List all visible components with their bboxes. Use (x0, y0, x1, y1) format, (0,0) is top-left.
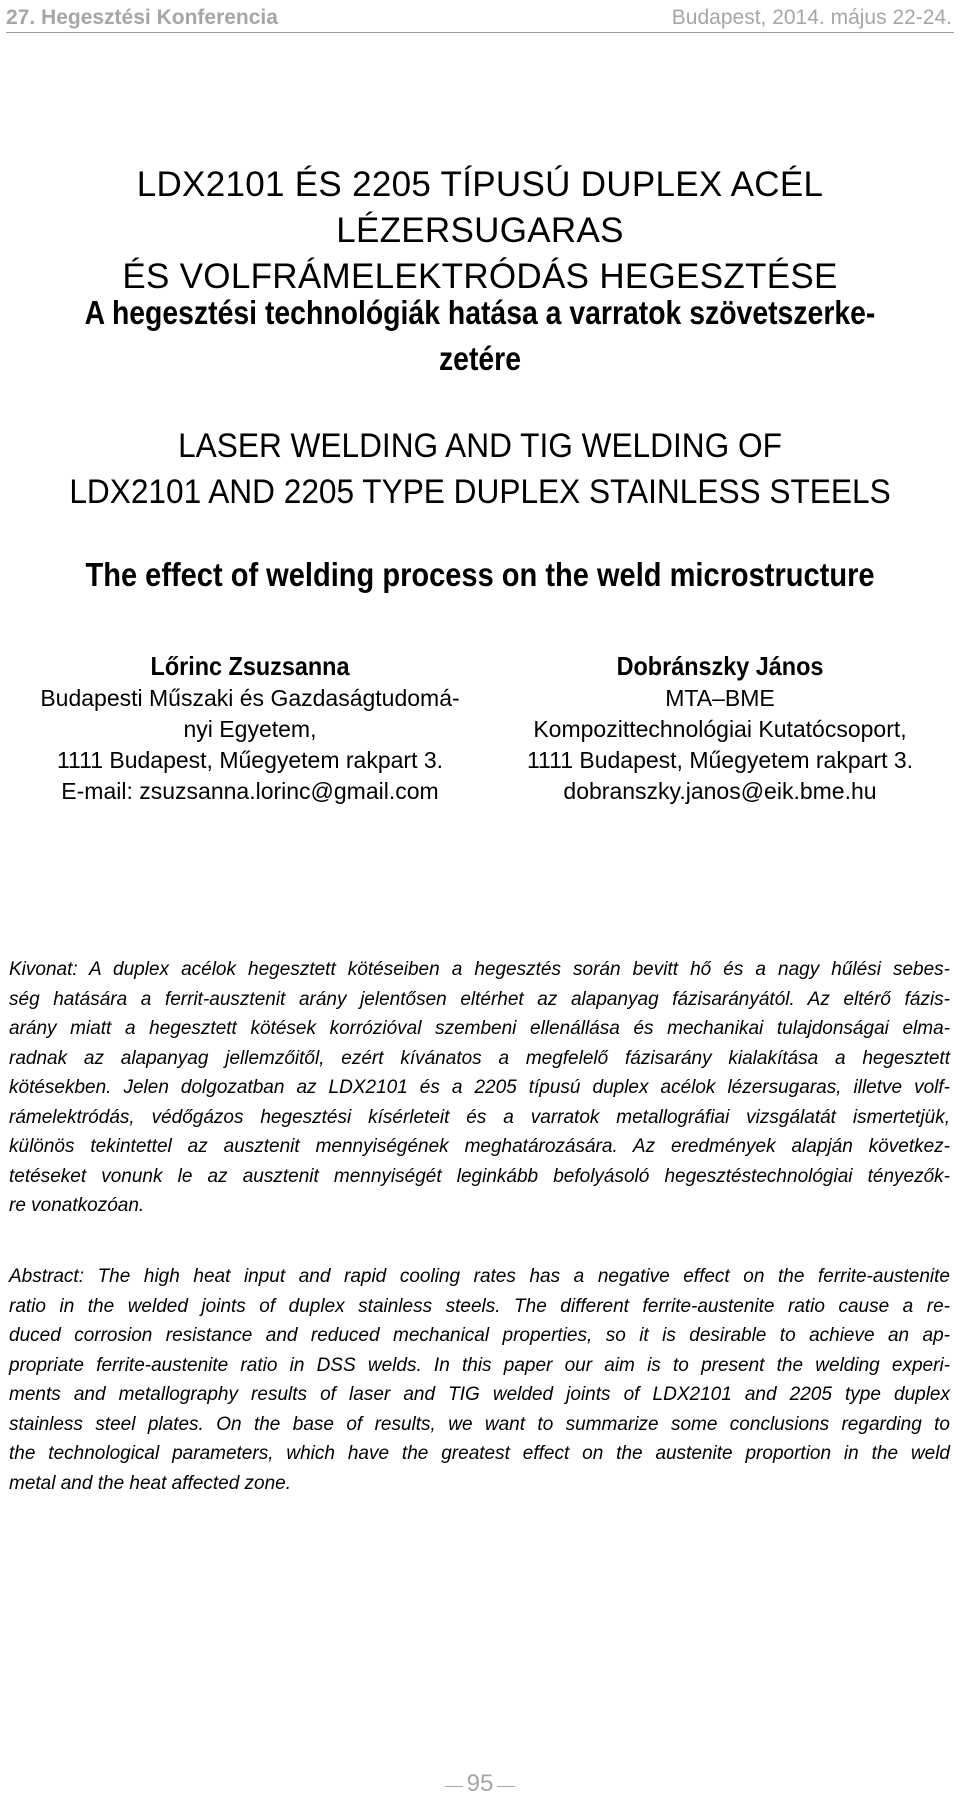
title-hungarian-line-2: ÉS VOLFRÁMELEKTRÓDÁS HEGESZTÉSE (122, 257, 838, 296)
page-footer (0, 1770, 960, 1798)
abstract-line: re vonatkozóan. (9, 1195, 145, 1216)
author-block-2 (480, 651, 960, 807)
subtitle-hungarian-line-1: A hegesztési technológiák hatása a varratok szövetszerke- (84, 294, 876, 331)
abstract-line: stainless steel plates. On the base of results, we want to summarize some conclusions regarding to (9, 1413, 950, 1435)
title-english-line-2: LDX2101 AND 2205 TYPE DUPLEX STAINLESS STEELS (69, 473, 891, 511)
abstract-line: különös tekintettel az ausztenit mennyiségének meghatározására. Az eredmények alapján következ- (9, 1136, 950, 1157)
author-name: Dobránszky János (616, 651, 824, 681)
author-affiliation-line: MTA–BME (665, 685, 775, 711)
running-header (6, 4, 954, 33)
abstract-line: the technological parameters, which have the greatest effect on the austenite proportion in the weld (9, 1443, 950, 1464)
abstract-line: rámelektródás, védőgázos hegesztési kísérleteit és a varratok metallográfiai vizsgálatát ismertetjük, (9, 1106, 950, 1128)
subtitle-hungarian (67, 290, 893, 382)
author-block-1 (10, 651, 490, 807)
author-email: dobranszky.janos@eik.bme.hu (563, 778, 877, 804)
abstract-line: radnak az alapanyag jellemzőitől, ezért kívánatos a megfelelő fázisarány kialakítása a hegesztett (9, 1047, 950, 1069)
author-address: 1111 Budapest, Műegyetem rakpart 3. (526, 747, 914, 773)
abstract-line: tetéseket vonunk le az ausztenit mennyiségét leginkább befolyásoló hegesztéstechnológiai tényezők- (9, 1165, 950, 1187)
abstract-hungarian (9, 955, 950, 1221)
conference-name: 27. Hegesztési Konferencia (6, 6, 278, 29)
abstract-line: Abstract: The high heat input and rapid cooling rates has a negative effect on the ferrite-austenite (9, 1266, 950, 1287)
subtitle-english: The effect of welding process on the weld microstructure (85, 556, 875, 593)
author-name: Lőrinc Zsuzsanna (150, 651, 350, 681)
abstract-line: Kivonat: A duplex acélok hegesztett kötéseiben a hegesztés során bevitt hő és a nagy hűlési sebes- (9, 959, 950, 980)
author-email: E-mail: zsuzsanna.lorinc@gmail.com (61, 778, 439, 804)
title-hungarian-line-1: LDX2101 ÉS 2205 TÍPUSÚ DUPLEX ACÉL LÉZERSUGARAS (136, 165, 824, 250)
abstract-line: ments and metallography results of laser and TIG welded joints of LDX2101 and 2205 type duplex (9, 1384, 950, 1405)
conference-date-location: Budapest, 2014. május 22-24. (671, 6, 952, 29)
subtitle-hungarian-line-2: zetére (438, 340, 522, 377)
abstract-line: kötésekben. Jelen dolgozatban az LDX2101 és a 2205 típusú duplex acélok lézersugaras, illetve volf- (9, 1077, 950, 1098)
abstract-line: ratio in the welded joints of duplex stainless steels. The different ferrite-austenite ratio cause a re- (9, 1295, 950, 1317)
abstract-line: propriate ferrite-austenite ratio in DSS welds. In this paper our aim is to present the welding experi- (9, 1354, 950, 1376)
abstract-line: arány miatt a hegesztett kötések korrózióval szembeni ellenállása és mechanikai tulajdonságai elma- (9, 1018, 950, 1039)
author-affiliation-line: Budapesti Műszaki és Gazdaságtudomá- (40, 685, 460, 711)
title-hungarian (0, 162, 960, 300)
author-address: 1111 Budapest, Műegyetem rakpart 3. (56, 747, 444, 773)
abstract-line: duced corrosion resistance and reduced mechanical properties, so it is desirable to achieve an ap- (9, 1325, 950, 1346)
page-number: 95 (463, 1770, 498, 1797)
title-english (34, 423, 927, 515)
author-affiliation-line: Kompozittechnológiai Kutatócsoport, (533, 716, 907, 742)
abstract-line: metal and the heat affected zone. (9, 1472, 292, 1494)
author-affiliation-line: nyi Egyetem, (183, 716, 317, 742)
abstract-english (9, 1262, 950, 1498)
abstract-line: ség hatására a ferrit-ausztenit arány jelentősen eltérhet az alapanyag fázisarányától. Az eltérő fázis- (9, 988, 950, 1010)
title-english-line-1: LASER WELDING AND TIG WELDING OF (178, 427, 782, 465)
